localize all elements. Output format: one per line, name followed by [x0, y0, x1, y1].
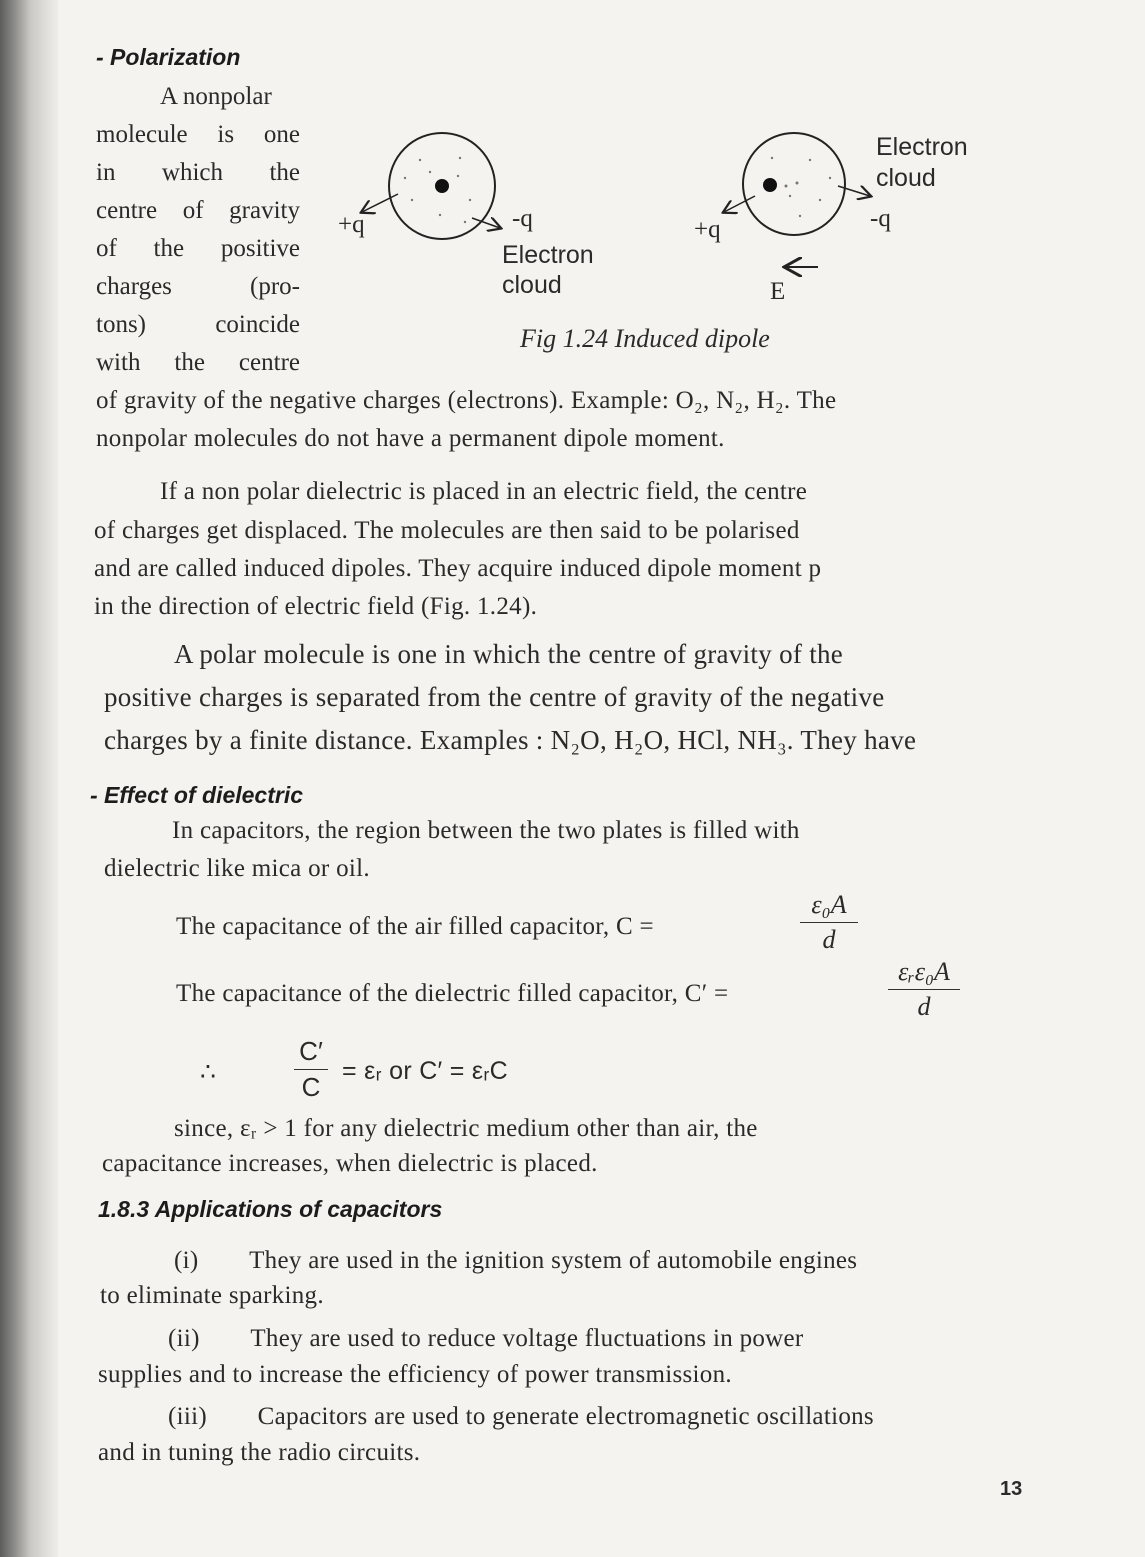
para2-line-3: and are called induced dipoles. They acquire induced dipole moment p	[94, 555, 822, 582]
right-electron-cloud	[743, 133, 845, 235]
since-line-1: since, εᵣ > 1 for any dielectric medium other than air, the	[174, 1115, 758, 1142]
para2-line-4: in the direction of electric field (Fig. 1.24).	[94, 593, 538, 620]
intro-line-1: A nonpolar	[160, 83, 272, 110]
figure-caption: Fig 1.24 Induced dipole	[520, 324, 770, 353]
para1-line-1: of gravity of the negative charges (electrons). Example: O₂, N₂, H₂. The	[96, 387, 837, 414]
app-item2-line-2: supplies and to increase the efficiency of power transmission.	[98, 1361, 732, 1388]
ratio-numerator: C′	[294, 1036, 328, 1070]
app-item3-line-2: and in tuning the radio circuits.	[98, 1439, 421, 1466]
eq2-numerator: εᵣε₀A	[888, 957, 960, 990]
eq1-fraction	[800, 890, 858, 955]
left-nucleus	[435, 179, 449, 193]
eq1-text: The capacitance of the air filled capacitor, C =	[176, 913, 654, 940]
left-cloud-label: cloud	[502, 271, 562, 299]
right-nucleus	[763, 178, 777, 192]
right-electron-label: Electron	[876, 133, 968, 161]
applications-heading: 1.8.3 Applications of capacitors	[98, 1196, 443, 1222]
app-item1-line-2: to eliminate sparking.	[100, 1282, 324, 1309]
right-arrow-minus	[838, 186, 870, 196]
app-item2-line-1: (ii) They are used to reduce voltage fluctuations in power	[168, 1325, 804, 1352]
left-plus-q-label: +q	[338, 211, 365, 238]
para2-line-2: of charges get displaced. The molecules are then said to be polarised	[94, 517, 800, 544]
eq1-numerator: ε₀A	[800, 890, 858, 923]
intro-line-5: of the positive	[96, 235, 300, 262]
left-minus-q-label: -q	[512, 205, 533, 232]
para2-line-1: If a non polar dielectric is placed in an electric field, the centre	[160, 478, 808, 505]
intro-line-7: tons) coincide	[96, 311, 300, 338]
effect-heading: - Effect of dielectric	[90, 782, 304, 808]
therefore-symbol: ∴	[200, 1059, 217, 1086]
ratio-fraction	[294, 1036, 328, 1103]
intro-line-4: centre of gravity	[96, 197, 300, 224]
intro-line-3: in which the	[96, 159, 300, 186]
right-cloud-label: cloud	[876, 164, 936, 192]
para3-line-3: charges by a finite distance. Examples : N₂O, H₂O, HCl, NH₃. They have	[104, 725, 917, 755]
eq2-text: The capacitance of the dielectric filled capacitor, C′ =	[176, 980, 729, 1007]
para3-line-1: A polar molecule is one in which the centre of gravity of the	[174, 639, 844, 669]
intro-line-2: molecule is one	[96, 121, 300, 148]
ratio-equation: = εᵣ or C′ = εᵣC	[342, 1057, 509, 1085]
page-number: 13	[1000, 1478, 1023, 1500]
right-minus-q-label: -q	[870, 205, 891, 232]
right-cloud-dots	[771, 157, 831, 217]
left-electron-label: Electron	[502, 241, 594, 269]
effect-line-1: In capacitors, the region between the two plates is filled with	[172, 817, 800, 844]
polarization-heading: - Polarization	[96, 44, 241, 70]
eq1-denominator: d	[822, 925, 836, 954]
para1-line-2: nonpolar molecules do not have a permanent dipole moment.	[96, 425, 725, 452]
app-item3-line-1: (iii) Capacitors are used to generate electromagnetic oscillations	[168, 1403, 874, 1430]
intro-line-8: with the centre	[96, 349, 300, 376]
para3-line-2: positive charges is separated from the centre of gravity of the negative	[104, 682, 885, 712]
app-item1-line-1: (i) They are used in the ignition system of automobile engines	[174, 1247, 858, 1274]
effect-line-2: dielectric like mica or oil.	[104, 855, 370, 882]
right-plus-q-label: +q	[694, 216, 721, 243]
field-label: E	[770, 278, 786, 305]
eq2-fraction	[888, 957, 960, 1022]
eq2-denominator: d	[917, 992, 931, 1021]
intro-line-6: charges (pro-	[96, 273, 300, 300]
since-line-2: capacitance increases, when dielectric is placed.	[102, 1150, 598, 1177]
ratio-denominator: C	[301, 1072, 321, 1102]
